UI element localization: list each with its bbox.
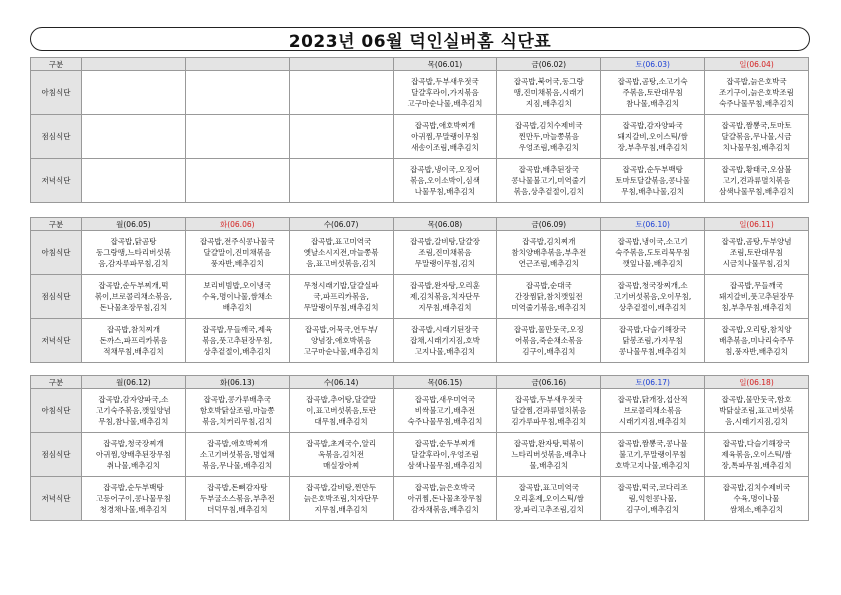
menu-cell <box>82 159 186 203</box>
menu-line: 아귀찜,무말랭이무침 <box>411 132 479 141</box>
menu-cell <box>289 477 393 521</box>
menu-line: 옛날소시지전,마늘쫑볶 <box>303 248 379 257</box>
menu-line: 고기숙주볶음,깻잎양념 <box>96 406 171 415</box>
week-header-row <box>31 218 809 231</box>
menu-line: 볶음,오이소박이,심색 <box>409 176 480 185</box>
menu-line: 청경채나물,배추김치 <box>99 505 168 514</box>
menu-line: 잡곡밥,갈비탕,찐만두 <box>306 483 377 492</box>
menu-line: 브로콜리채소볶음 <box>623 406 682 415</box>
corner-label: 구분 <box>31 58 82 71</box>
menu-line: 잡곡밥,닭개장,섭산적 <box>617 395 688 404</box>
menu-cell <box>497 231 601 275</box>
menu-cell <box>601 275 705 319</box>
menu-cell <box>705 433 809 477</box>
corner-label: 구분 <box>31 376 82 389</box>
menu-line: 잡곡밥,참치찌개 <box>106 325 160 334</box>
day-header: 월(06.12) <box>82 376 186 389</box>
menu-cell <box>601 433 705 477</box>
menu-line: 수육,명이나물 <box>733 494 780 503</box>
menu-line: 늙은호박조림,치자단무 <box>303 494 379 503</box>
menu-line: 비싹불고기,배추전 <box>414 406 476 415</box>
menu-cell <box>185 275 289 319</box>
meal-label-dinner: 저녁식단 <box>31 159 82 203</box>
menu-line: 잡곡밥,순두부찌개,떡 <box>98 281 169 290</box>
menu-line: 동그랑땡,느타리버섯볶 <box>96 248 171 257</box>
menu-cell <box>705 275 809 319</box>
day-header: 금(06.16) <box>497 376 601 389</box>
menu-cell <box>82 115 186 159</box>
menu-cell <box>185 231 289 275</box>
menu-line: 잡곡밥,두부새우젓국 <box>411 77 479 86</box>
menu-line: 침,풍자반,배추김치 <box>725 347 788 356</box>
menu-line: 숙주볶음,도토리묵무침 <box>615 248 691 257</box>
week-header-row <box>31 58 809 71</box>
menu-line: 잡곡밥,순두부백탕 <box>103 483 164 492</box>
menu-line: 함호박닭살조림,마늘쫑 <box>199 406 275 415</box>
menu-line: 잡곡밥,무들깨국 <box>729 281 784 290</box>
menu-line: 잡곡밥,전주식콩나물국 <box>199 237 275 246</box>
menu-line: 잡곡밥,곰탕,소고기숙 <box>617 77 688 86</box>
menu-line: 잡곡밥,시래기된장국 <box>411 325 479 334</box>
menu-line: 김구이,배추김치 <box>626 505 680 514</box>
menu-line: 잡곡밥,돈뼈감자탕 <box>207 483 268 492</box>
menu-line: 잡곡밥,짬뽕국,콩나물 <box>617 439 688 448</box>
menu-line: 깻잎나물,배추김치 <box>622 259 683 268</box>
menu-line: 잡곡밥,순대국 <box>525 281 572 290</box>
menu-line: 잡곡밥,순두부백탕 <box>622 165 683 174</box>
menu-line: 조림,토란대무침 <box>729 248 784 257</box>
menu-line: 무청시래기밥,달걀실파 <box>303 281 379 290</box>
menu-cell <box>705 159 809 203</box>
menu-line: 잡곡밥,늙은호박국 <box>726 77 787 86</box>
menu-line: 시금치나물무침,김치 <box>722 259 791 268</box>
menu-line: 음,표고버섯볶음,김치 <box>306 259 377 268</box>
menu-line: 콩나물무침,배추김치 <box>618 347 687 356</box>
menu-line: 잡곡밥,오리탕,참치양 <box>721 325 792 334</box>
menu-line: 무침,배추나물,김치 <box>621 187 684 196</box>
menu-line: 수육,명이나물,쌈채소 <box>202 292 273 301</box>
menu-line: 잡곡밥,곰탕,두부양념 <box>721 237 792 246</box>
menu-cell <box>497 159 601 203</box>
menu-line: 더덕무침,배추김치 <box>207 505 268 514</box>
menu-cell <box>601 71 705 115</box>
menu-line: 잡곡밥,닭곰탕 <box>110 237 157 246</box>
dinner-row <box>31 159 809 203</box>
menu-cell <box>601 159 705 203</box>
meal-label-breakfast: 아침식단 <box>31 231 82 275</box>
menu-cell <box>185 159 289 203</box>
menu-line: 물,배추김치 <box>529 461 569 470</box>
menu-cell <box>601 477 705 521</box>
day-header: 금(06.02) <box>497 58 601 71</box>
menu-cell <box>705 319 809 363</box>
menu-line: 이,표고버섯볶음,토란 <box>306 406 377 415</box>
day-header: 수(06.14) <box>289 376 393 389</box>
menu-line: 상추겉절이,배추김치 <box>203 347 272 356</box>
page-title: 2023년 06월 덕인실버홈 식단표 <box>288 31 552 52</box>
menu-line: 잡곡밥,청국장찌개 <box>103 439 164 448</box>
menu-line: 시래기지짐,배추김치 <box>618 417 687 426</box>
menu-line: 침,부추무침,배추김치 <box>721 303 792 312</box>
menu-line: 국,파프리카볶음, <box>313 292 369 301</box>
dinner-row <box>31 319 809 363</box>
lunch-row <box>31 275 809 319</box>
day-header-saturday: 토(06.10) <box>601 218 705 231</box>
menu-line: 잡곡밥,애호박찌개 <box>414 121 476 130</box>
menu-line: 미역줄기볶음,배추김치 <box>511 303 587 312</box>
breakfast-row <box>31 231 809 275</box>
menu-line: 볶음,상추겉절이,김치 <box>513 187 584 196</box>
menu-line: 무말랭이무침,배추김치 <box>303 303 379 312</box>
menu-line: 대무침,배추김치 <box>314 417 368 426</box>
menu-line: 달걀말이,진미채볶음 <box>203 248 272 257</box>
corner-label: 구분 <box>31 218 82 231</box>
menu-line: 감자채볶음,배추김치 <box>411 505 479 514</box>
menu-line: 잡곡밥,김치수제비국 <box>515 121 583 130</box>
menu-cell <box>185 389 289 433</box>
menu-line: 장,파리고추조림,김치 <box>513 505 584 514</box>
menu-line: 옥볶음,김치전 <box>318 450 365 459</box>
menu-cell <box>705 71 809 115</box>
menu-line: 잡곡밥,감자양파국,소 <box>98 395 169 404</box>
menu-cell <box>393 115 497 159</box>
menu-line: 두부굴소스볶음,부추전 <box>199 494 275 503</box>
menu-cell <box>601 115 705 159</box>
menu-cell <box>289 231 393 275</box>
menu-cell <box>393 433 497 477</box>
menu-cell <box>705 231 809 275</box>
day-header: 목(06.01) <box>393 58 497 71</box>
menu-line: 잡곡밥,냉이국,오징어 <box>409 165 480 174</box>
menu-line: 달걀후라이,가지볶음 <box>411 88 479 97</box>
menu-line: 잡곡밥,청국장찌개,소 <box>617 281 688 290</box>
day-header: 화(06.13) <box>185 376 289 389</box>
menu-cell <box>393 275 497 319</box>
menu-cell <box>601 231 705 275</box>
menu-line: 고기,견과류멸치볶음 <box>722 176 791 185</box>
menu-cell <box>393 71 497 115</box>
menu-line: 볶음,풋고추된장무침, <box>202 336 273 345</box>
menu-line: 오리훈제,오이스틱/쌈 <box>513 494 584 503</box>
menu-line: 잡곡밥,표고미역국 <box>518 483 579 492</box>
meal-label-lunch: 점심식단 <box>31 433 82 477</box>
menu-line: 조기구이,늙은호박조림 <box>719 88 794 97</box>
menu-cell <box>82 71 186 115</box>
menu-line: 불고기,무말랭이무침 <box>618 450 687 459</box>
day-header-sunday: 일(06.18) <box>705 376 809 389</box>
menu-line: 잡곡밥,다슬기해장국 <box>618 325 687 334</box>
menu-line: 무침,참나물,배추김치 <box>98 417 169 426</box>
menu-line: 어볶음,죽순채소볶음 <box>515 336 583 345</box>
meal-label-dinner: 저녁식단 <box>31 319 82 363</box>
menu-line: 음,시래기지짐,김치 <box>725 417 788 426</box>
meal-label-lunch: 점심식단 <box>31 115 82 159</box>
dinner-row <box>31 477 809 521</box>
menu-cell <box>289 71 393 115</box>
menu-cell <box>497 389 601 433</box>
menu-line: 볶음,치커리무침,김치 <box>202 417 273 426</box>
menu-cell <box>497 115 601 159</box>
menu-line: 잡곡밥,김치찌개 <box>522 237 576 246</box>
menu-line: 잡곡밥,냉이국,소고기 <box>617 237 688 246</box>
menu-line: 달걀찜,견과류멸치볶음 <box>511 406 587 415</box>
menu-line: 콩나물불고기,미역줄기 <box>511 176 587 185</box>
menu-line: 잡곡밥,새우미역국 <box>414 395 476 404</box>
menu-cell <box>393 477 497 521</box>
menu-line: 주볶음,토란대무침 <box>622 88 683 97</box>
menu-cell <box>185 115 289 159</box>
menu-cell <box>289 389 393 433</box>
menu-line: 적채무침,배추김치 <box>103 347 164 356</box>
menu-line: 잡곡밥,감자양파국 <box>622 121 683 130</box>
menu-cell <box>705 477 809 521</box>
menu-line: 잡채,시래기지짐,호박 <box>409 336 480 345</box>
menu-cell <box>497 477 601 521</box>
menu-line: 잡곡밥,콩가루배추국 <box>203 395 272 404</box>
menu-line: 닭봉조림,가지무침 <box>622 336 683 345</box>
meal-label-breakfast: 아침식단 <box>31 389 82 433</box>
menu-cell <box>393 389 497 433</box>
day-header: 목(06.15) <box>393 376 497 389</box>
menu-cell <box>82 433 186 477</box>
menu-line: 치나물무침,배추김치 <box>722 143 791 152</box>
menu-line: 호박고지나물,배추김치 <box>615 461 691 470</box>
day-header <box>185 58 289 71</box>
menu-cell <box>82 275 186 319</box>
menu-line: 지무침,배추김치 <box>314 505 368 514</box>
lunch-row <box>31 433 809 477</box>
menu-line: 박닭살조림,표고버섯볶 <box>719 406 794 415</box>
menu-line: 양념장,애호박볶음 <box>310 336 372 345</box>
menu-cell <box>82 231 186 275</box>
day-header-holiday: 화(06.06) <box>185 218 289 231</box>
menu-cell <box>393 159 497 203</box>
menu-line: 고지나물,배추김치 <box>414 347 476 356</box>
menu-line: 숙주나물무침,배추김치 <box>407 417 483 426</box>
menu-line: 잡곡밥,두부새우젓국 <box>515 395 583 404</box>
week-table-2 <box>30 217 809 363</box>
day-header <box>82 58 186 71</box>
menu-cell <box>289 433 393 477</box>
menu-line: 소고기버섯볶음,명엽채 <box>199 450 275 459</box>
menu-line: 참치양배추볶음,부추전 <box>511 248 587 257</box>
menu-line: 잡곡밥,물만둣국,오징 <box>513 325 584 334</box>
menu-line: 아귀찜,양배추된장무침 <box>96 450 171 459</box>
menu-line: 잡곡밥,어묵국,연두부/ <box>304 325 378 334</box>
menu-cell <box>497 71 601 115</box>
menu-line: 김구이,배추김치 <box>522 347 576 356</box>
meal-label-dinner: 저녁식단 <box>31 477 82 521</box>
menu-line: 나물무침,배추김치 <box>414 187 476 196</box>
menu-line: 돼지갈비,오이스틱/쌈 <box>617 132 688 141</box>
week-table-3 <box>30 375 809 521</box>
menu-line: 새송이조림,배추김치 <box>411 143 479 152</box>
menu-cell <box>82 319 186 363</box>
menu-line: 볶음,무나물,배추김치 <box>202 461 273 470</box>
title-banner <box>30 27 810 51</box>
menu-line: 배추볶음,미나리숙주무 <box>719 336 794 345</box>
menu-line: 잡곡밥,짬뽕국,토마토 <box>721 121 792 130</box>
menu-line: 삼색나물무침,배추김치 <box>407 461 483 470</box>
menu-cell <box>185 477 289 521</box>
menu-line: 삼색나물무침,배추김치 <box>719 187 794 196</box>
menu-cell <box>601 319 705 363</box>
menu-cell <box>289 115 393 159</box>
menu-line: 달걀후라이,우엉조림 <box>411 450 479 459</box>
menu-cell <box>705 389 809 433</box>
menu-line: 잡곡밥,북어국,동그랑 <box>513 77 584 86</box>
menu-line: 조림,진미채볶음 <box>418 248 472 257</box>
menu-line: 찐만두,마늘쫑볶음 <box>518 132 579 141</box>
menu-line: 잡곡밥,배추된장국 <box>518 165 579 174</box>
menu-cell <box>185 71 289 115</box>
menu-line: 잡곡밥,늙은호박국 <box>414 483 476 492</box>
menu-line: 배추김치 <box>222 303 252 312</box>
menu-line: 김가루파무침,배추김치 <box>511 417 587 426</box>
menu-line: 연근조림,배추김치 <box>518 259 579 268</box>
menu-cell <box>393 231 497 275</box>
day-header-saturday: 토(06.03) <box>601 58 705 71</box>
menu-cell <box>705 115 809 159</box>
menu-line: 느타리버섯볶음,배추나 <box>511 450 587 459</box>
day-header: 월(06.05) <box>82 218 186 231</box>
menu-line: 잡곡밥,애호박찌개 <box>207 439 268 448</box>
menu-line: 우엉조림,배추김치 <box>518 143 579 152</box>
menu-line: 매실장아찌 <box>322 461 360 470</box>
meal-label-lunch: 점심식단 <box>31 275 82 319</box>
menu-line: 고구마순나물,배추김치 <box>407 99 483 108</box>
menu-line: 아귀찜,돈나물초장무침 <box>407 494 483 503</box>
week-header-row <box>31 376 809 389</box>
menu-line: 풍자반,배추김치 <box>210 259 264 268</box>
day-header-sunday: 일(06.04) <box>705 58 809 71</box>
menu-cell <box>497 433 601 477</box>
menu-cell <box>82 389 186 433</box>
menu-line: 볶이,브로콜리채소볶음, <box>94 292 173 301</box>
menu-line: 잡곡밥,물만둣국,함호 <box>721 395 792 404</box>
menu-cell <box>289 319 393 363</box>
menu-line: 간장찜닭,참치깻잎전 <box>515 292 583 301</box>
menu-line: 땡,진미채볶음,시래기 <box>513 88 584 97</box>
menu-cell <box>497 319 601 363</box>
menu-line: 지무침,배추김치 <box>418 303 472 312</box>
menu-line: 잡곡밥,갈비탕,달걀장 <box>409 237 480 246</box>
menu-line: 돼지갈비,풋고추된장무 <box>719 292 794 301</box>
menu-line: 무말랭이무침,김치 <box>414 259 476 268</box>
day-header: 금(06.09) <box>497 218 601 231</box>
menu-line: 토마토달걀볶음,콩나물 <box>615 176 691 185</box>
menu-line: 제육볶음,오이스틱/쌈 <box>721 450 792 459</box>
menu-line: 고구마순나물,배추김치 <box>303 347 379 356</box>
menu-cell <box>601 389 705 433</box>
menu-cell <box>289 159 393 203</box>
day-header-saturday: 토(06.17) <box>601 376 705 389</box>
day-header-sunday: 일(06.11) <box>705 218 809 231</box>
lunch-row <box>31 115 809 159</box>
menu-line: 음,감자루파무침,김치 <box>98 259 169 268</box>
menu-line: 잡곡밥,표고미역국 <box>310 237 372 246</box>
menu-cell <box>497 275 601 319</box>
menu-line: 잡곡밥,완자탕,떡볶이 <box>513 439 584 448</box>
menu-line: 잡곡밥,황태국,오삼불 <box>721 165 792 174</box>
menu-cell <box>82 477 186 521</box>
menu-line: 쌈채소,배추김치 <box>729 505 784 514</box>
menu-line: 잡곡밥,떡국,코다리조 <box>617 483 688 492</box>
menu-line: 잡곡밥,순두부찌개 <box>414 439 476 448</box>
menu-line: 보리비빔밥,오이냉국 <box>203 281 272 290</box>
menu-line: 참나물,배추김치 <box>626 99 680 108</box>
menu-line: 지짐,배추김치 <box>525 99 572 108</box>
menu-line: 장,부추무침,배추김치 <box>617 143 688 152</box>
menu-line: 숙주나물무침,배추김치 <box>719 99 794 108</box>
menu-line: 상추겉절이,배추김치 <box>618 303 687 312</box>
menu-line: 잡곡밥,초계국수,알리 <box>306 439 377 448</box>
menu-line: 잡곡밥,완자탕,오리훈 <box>409 281 480 290</box>
week-table-1 <box>30 57 809 203</box>
day-header <box>289 58 393 71</box>
menu-cell <box>393 319 497 363</box>
day-header: 수(06.07) <box>289 218 393 231</box>
breakfast-row <box>31 389 809 433</box>
menu-cell <box>289 275 393 319</box>
menu-line: 잡곡밥,추어탕,달걀말 <box>306 395 377 404</box>
menu-line: 장,톡파무침,배추김치 <box>721 461 792 470</box>
menu-line: 잡곡밥,무들깨국,제육 <box>202 325 273 334</box>
menu-line: 돈까스,파프리카볶음 <box>99 336 168 345</box>
menu-line: 림,익힌콩나물, <box>628 494 677 503</box>
menu-line: 잡곡밥,김치수제비국 <box>722 483 791 492</box>
menu-line: 달걀볶음,무나물,시금 <box>721 132 792 141</box>
menu-line: 고기버섯볶음,오이무침, <box>614 292 692 301</box>
breakfast-row <box>31 71 809 115</box>
meal-label-breakfast: 아침식단 <box>31 71 82 115</box>
day-header: 목(06.08) <box>393 218 497 231</box>
menu-line: 돈나물초장무침,김치 <box>99 303 168 312</box>
menu-line: 고등어구이,콩나물무침 <box>96 494 171 503</box>
menu-line: 제,김치볶음,치자단무 <box>409 292 480 301</box>
menu-line: 잡곡밥,다슬기해장국 <box>722 439 791 448</box>
menu-cell <box>185 433 289 477</box>
menu-line: 취나물,배추김치 <box>106 461 160 470</box>
menu-cell <box>185 319 289 363</box>
